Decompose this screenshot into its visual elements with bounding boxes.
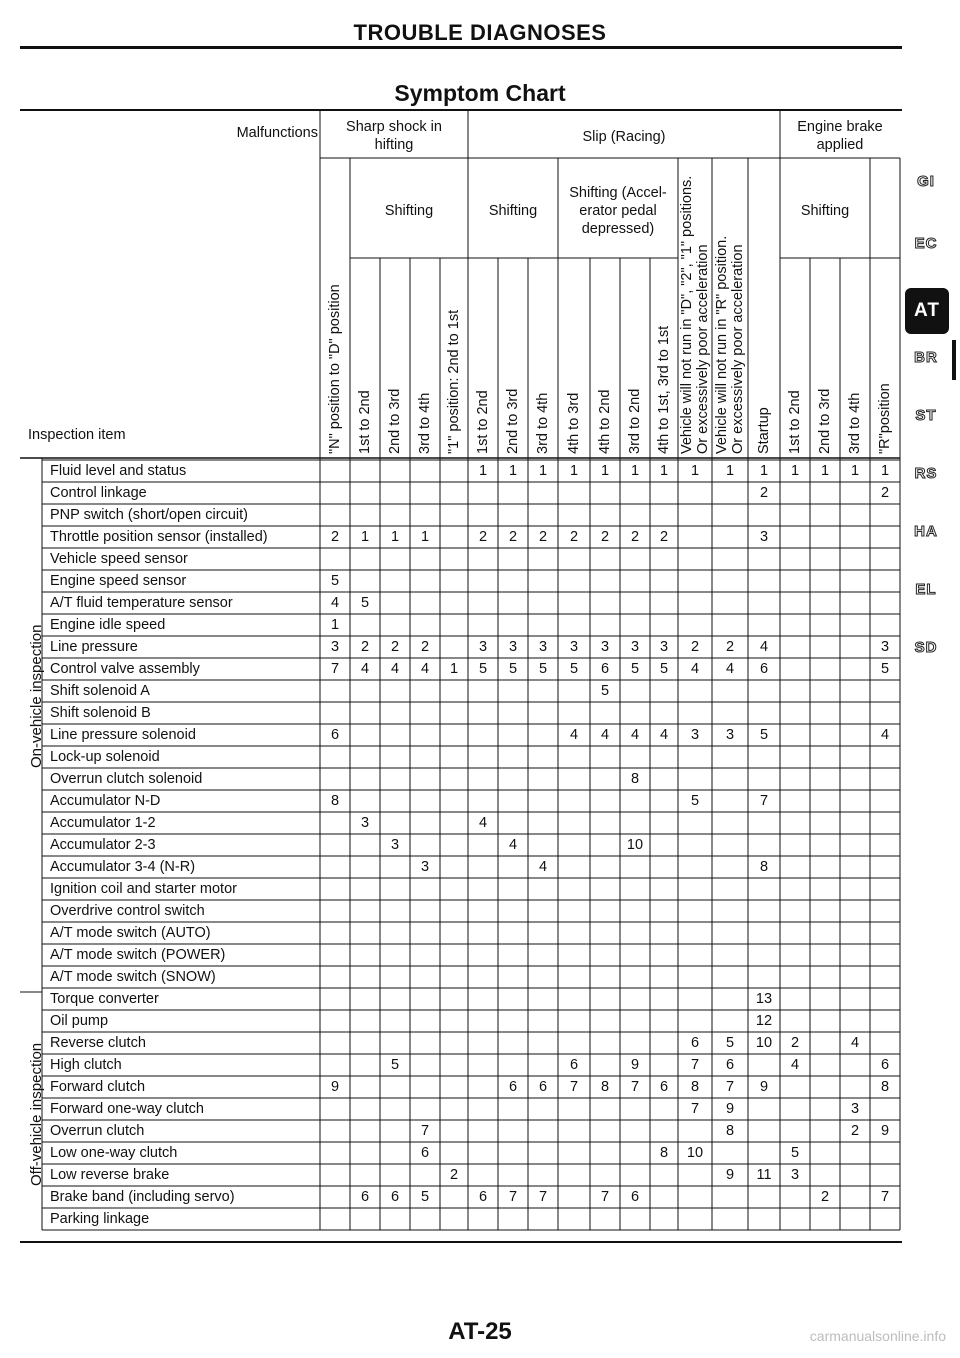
cell-value: 7: [569, 1079, 579, 1095]
side-tab-el[interactable]: EL: [915, 581, 937, 598]
row-label: Engine idle speed: [50, 617, 166, 633]
cell-value: 10: [755, 1035, 773, 1051]
cell-value: 3: [759, 529, 769, 545]
cell-value: 2: [659, 529, 669, 545]
chart-title: Symptom Chart: [394, 80, 566, 106]
cell-value: 2: [330, 529, 340, 545]
column-header-3: 2nd to 3rd: [387, 388, 403, 454]
cell-value: 6: [759, 661, 769, 677]
cell-value: 1: [390, 529, 400, 545]
cell-value: 5: [420, 1189, 430, 1205]
cell-value: 7: [880, 1189, 890, 1205]
cell-value: 3: [725, 727, 735, 743]
cell-value: 9: [759, 1079, 769, 1095]
cell-value: 7: [508, 1189, 518, 1205]
row-label: Forward one-way clutch: [50, 1101, 204, 1117]
cell-value: 6: [630, 1189, 640, 1205]
cell-value: 2: [360, 639, 370, 655]
row-label: Accumulator N-D: [50, 793, 161, 809]
cell-value: 5: [478, 661, 488, 677]
cell-value: 6: [659, 1079, 669, 1095]
malfunctions-label: Malfunctions: [236, 125, 318, 141]
column-header-5: "1" position: 2nd to 1st: [446, 309, 462, 454]
row-label: PNP switch (short/open circuit): [50, 507, 248, 523]
column-header-4: 3rd to 4th: [417, 392, 433, 454]
side-tab-sd[interactable]: SD: [914, 639, 938, 656]
subgroup-shifting-slip: Shifting: [488, 203, 538, 219]
column-header-14: Vehicle will not run in "R" position. Or excessively poor acceleration: [714, 235, 746, 454]
cell-value: 3: [478, 639, 488, 655]
side-tab-st[interactable]: ST: [915, 407, 937, 424]
cell-value: 1: [478, 463, 488, 479]
cell-value: 1: [330, 617, 340, 633]
cell-value: 4: [478, 815, 488, 831]
cell-value: 8: [330, 793, 340, 809]
row-label: Vehicle speed sensor: [50, 551, 188, 567]
row-label: A/T mode switch (SNOW): [50, 969, 216, 985]
cell-value: 5: [759, 727, 769, 743]
row-label: Reverse clutch: [50, 1035, 146, 1051]
cell-value: 3: [538, 639, 548, 655]
cell-value: 8: [690, 1079, 700, 1095]
cell-value: 2: [420, 639, 430, 655]
cell-value: 6: [360, 1189, 370, 1205]
cell-value: 4: [790, 1057, 800, 1073]
row-label: Fluid level and status: [50, 463, 187, 479]
cell-value: 2: [390, 639, 400, 655]
section-on-vehicle: On-vehicle inspection: [28, 624, 45, 768]
cell-value: 2: [508, 529, 518, 545]
side-tab-gi[interactable]: GI: [917, 173, 935, 190]
cell-value: 2: [759, 485, 769, 501]
cell-value: 1: [820, 463, 830, 479]
row-label: Line pressure: [50, 639, 138, 655]
side-tab-br[interactable]: BR: [914, 349, 938, 366]
cell-value: 11: [756, 1167, 772, 1183]
cell-value: 3: [330, 639, 340, 655]
cell-value: 4: [330, 595, 340, 611]
cell-value: 13: [755, 991, 773, 1007]
column-header-19: "R"position: [877, 383, 893, 454]
cell-value: 1: [659, 463, 669, 479]
row-label: Line pressure solenoid: [50, 727, 196, 743]
column-header-12: 4th to 1st, 3rd to 1st: [656, 325, 672, 454]
cell-value: 6: [478, 1189, 488, 1205]
cell-value: 4: [600, 727, 610, 743]
cell-value: 3: [600, 639, 610, 655]
cell-value: 8: [725, 1123, 735, 1139]
cell-value: 5: [630, 661, 640, 677]
cell-value: 7: [630, 1079, 640, 1095]
cell-value: 7: [725, 1079, 735, 1095]
inspection-item-label: Inspection item: [28, 427, 126, 443]
cell-value: 6: [569, 1057, 579, 1073]
side-tab-rs[interactable]: RS: [914, 465, 938, 482]
cell-value: 4: [390, 661, 400, 677]
column-header-11: 3rd to 2nd: [627, 388, 643, 454]
cell-value: 1: [449, 661, 459, 677]
cell-value: 6: [600, 661, 610, 677]
cell-value: 9: [630, 1057, 640, 1073]
cell-value: 9: [725, 1101, 735, 1117]
cell-value: 4: [538, 859, 548, 875]
cell-value: 8: [600, 1079, 610, 1095]
cell-value: 3: [850, 1101, 860, 1117]
cell-value: 5: [600, 683, 610, 699]
cell-value: 10: [626, 837, 644, 853]
cell-value: 7: [538, 1189, 548, 1205]
cell-value: 1: [880, 463, 890, 479]
row-label: Accumulator 3-4 (N-R): [50, 859, 196, 875]
row-label: Oil pump: [50, 1013, 109, 1029]
row-label: Torque converter: [50, 991, 159, 1007]
subgroup-shifting-accel: Shifting (Accel- erator pedal depressed): [569, 185, 667, 237]
cell-value: 1: [759, 463, 769, 479]
subgroup-shifting-engine-brake: Shifting: [800, 203, 850, 219]
cell-value: 4: [659, 727, 669, 743]
page-edge-marker: [952, 340, 956, 380]
cell-value: 6: [690, 1035, 700, 1051]
cell-value: 4: [420, 661, 430, 677]
column-header-18: 3rd to 4th: [847, 392, 863, 454]
cell-value: 7: [330, 661, 340, 677]
page-number: AT-25: [448, 1318, 512, 1345]
cell-value: 4: [360, 661, 370, 677]
cell-value: 6: [508, 1079, 518, 1095]
cell-value: 3: [690, 727, 700, 743]
column-header-13: Vehicle will not run in "D", "2", "1" positions. Or excessively poor acceleration: [679, 175, 711, 454]
cell-value: 8: [630, 771, 640, 787]
side-tab-ec[interactable]: EC: [914, 235, 938, 252]
cell-value: 5: [690, 793, 700, 809]
cell-value: 1: [850, 463, 860, 479]
row-label: High clutch: [50, 1057, 122, 1073]
cell-value: 2: [630, 529, 640, 545]
cell-value: 5: [538, 661, 548, 677]
row-label: Throttle position sensor (installed): [50, 529, 268, 545]
cell-value: 4: [630, 727, 640, 743]
row-label: Ignition coil and starter motor: [50, 881, 237, 897]
cell-value: 3: [569, 639, 579, 655]
cell-value: 1: [569, 463, 579, 479]
subgroup-shifting-sharp: Shifting: [384, 203, 434, 219]
column-header-16: 1st to 2nd: [787, 390, 803, 454]
page-title: TROUBLE DIAGNOSES: [353, 20, 607, 45]
cell-value: 12: [755, 1013, 773, 1029]
cell-value: 6: [330, 727, 340, 743]
cell-value: 2: [690, 639, 700, 655]
column-header-17: 2nd to 3rd: [817, 388, 833, 454]
cell-value: 2: [850, 1123, 860, 1139]
group-slip: Slip (Racing): [582, 129, 666, 145]
cell-value: 9: [880, 1123, 890, 1139]
cell-value: 6: [420, 1145, 430, 1161]
cell-value: 5: [569, 661, 579, 677]
cell-value: 6: [390, 1189, 400, 1205]
row-label: Control linkage: [50, 485, 147, 501]
cell-value: 5: [790, 1145, 800, 1161]
section-off-vehicle: Off-vehicle inspection: [28, 1042, 45, 1186]
cell-value: 5: [659, 661, 669, 677]
cell-value: 6: [725, 1057, 735, 1073]
cell-value: 5: [330, 573, 340, 589]
row-label: Accumulator 2-3: [50, 837, 156, 853]
cell-value: 7: [759, 793, 769, 809]
group-sharp-shock: Sharp shock in hifting: [346, 119, 442, 153]
column-header-15: Startup: [756, 407, 772, 454]
cell-value: 3: [508, 639, 518, 655]
cell-value: 5: [725, 1035, 735, 1051]
cell-value: 1: [360, 529, 370, 545]
cell-value: 9: [330, 1079, 340, 1095]
cell-value: 4: [759, 639, 769, 655]
column-header-9: 4th to 3rd: [566, 392, 582, 454]
row-label: Low one-way clutch: [50, 1145, 178, 1161]
cell-value: 8: [659, 1145, 669, 1161]
cell-value: 3: [880, 639, 890, 655]
cell-value: 8: [759, 859, 769, 875]
row-label: Lock-up solenoid: [50, 749, 160, 765]
cell-value: 4: [850, 1035, 860, 1051]
column-header-1: "N" position to "D" position: [327, 284, 343, 454]
cell-value: 2: [449, 1167, 459, 1183]
cell-value: 7: [600, 1189, 610, 1205]
cell-value: 7: [690, 1101, 700, 1117]
cell-value: 1: [420, 529, 430, 545]
cell-value: 2: [600, 529, 610, 545]
column-header-6: 1st to 2nd: [475, 390, 491, 454]
row-label: Shift solenoid A: [50, 683, 150, 699]
cell-value: 2: [880, 485, 890, 501]
row-label: A/T fluid temperature sensor: [50, 595, 233, 611]
cell-value: 10: [686, 1145, 704, 1161]
cell-value: 5: [508, 661, 518, 677]
column-header-2: 1st to 2nd: [357, 390, 373, 454]
cell-value: 1: [538, 463, 548, 479]
row-label: Engine speed sensor: [50, 573, 187, 589]
cell-value: 3: [790, 1167, 800, 1183]
column-header-10: 4th to 2nd: [597, 389, 613, 454]
row-label: Forward clutch: [50, 1079, 146, 1095]
cell-value: 5: [880, 661, 890, 677]
cell-value: 1: [630, 463, 640, 479]
cell-value: 2: [790, 1035, 800, 1051]
row-label: A/T mode switch (POWER): [50, 947, 226, 963]
side-tab-ha[interactable]: HA: [914, 523, 938, 540]
row-label: Accumulator 1-2: [50, 815, 156, 831]
cell-value: 1: [508, 463, 518, 479]
row-label: Control valve assembly: [50, 661, 200, 677]
cell-value: 3: [360, 815, 370, 831]
cell-value: 7: [420, 1123, 430, 1139]
cell-value: 3: [390, 837, 400, 853]
cell-value: 2: [725, 639, 735, 655]
cell-value: 5: [390, 1057, 400, 1073]
row-label: A/T mode switch (AUTO): [50, 925, 211, 941]
side-tab-at[interactable]: AT: [905, 288, 949, 334]
row-label: Overrun clutch solenoid: [50, 771, 203, 787]
cell-value: 6: [880, 1057, 890, 1073]
cell-value: 3: [420, 859, 430, 875]
row-label: Overdrive control switch: [50, 903, 205, 919]
cell-value: 1: [600, 463, 610, 479]
cell-value: 7: [690, 1057, 700, 1073]
column-header-8: 3rd to 4th: [535, 392, 551, 454]
cell-value: 2: [820, 1189, 830, 1205]
watermark: carmanualsonline.info: [809, 1328, 946, 1344]
cell-value: 4: [508, 837, 518, 853]
row-label: Low reverse brake: [50, 1167, 170, 1183]
cell-value: 5: [360, 595, 370, 611]
row-label: Shift solenoid B: [50, 705, 151, 721]
cell-value: 4: [690, 661, 700, 677]
column-header-7: 2nd to 3rd: [505, 388, 521, 454]
cell-value: 1: [725, 463, 735, 479]
cell-value: 2: [478, 529, 488, 545]
cell-value: 2: [569, 529, 579, 545]
cell-value: 9: [725, 1167, 735, 1183]
row-label: Parking linkage: [50, 1211, 150, 1227]
cell-value: 3: [630, 639, 640, 655]
cell-value: 4: [569, 727, 579, 743]
row-label: Overrun clutch: [50, 1123, 145, 1139]
cell-value: 4: [880, 727, 890, 743]
row-label: Brake band (including servo): [50, 1189, 235, 1205]
group-engine-brake: Engine brake applied: [797, 119, 883, 153]
cell-value: 6: [538, 1079, 548, 1095]
cell-value: 2: [538, 529, 548, 545]
cell-value: 1: [690, 463, 700, 479]
cell-value: 1: [790, 463, 800, 479]
cell-value: 8: [880, 1079, 890, 1095]
cell-value: 4: [725, 661, 735, 677]
cell-value: 3: [659, 639, 669, 655]
